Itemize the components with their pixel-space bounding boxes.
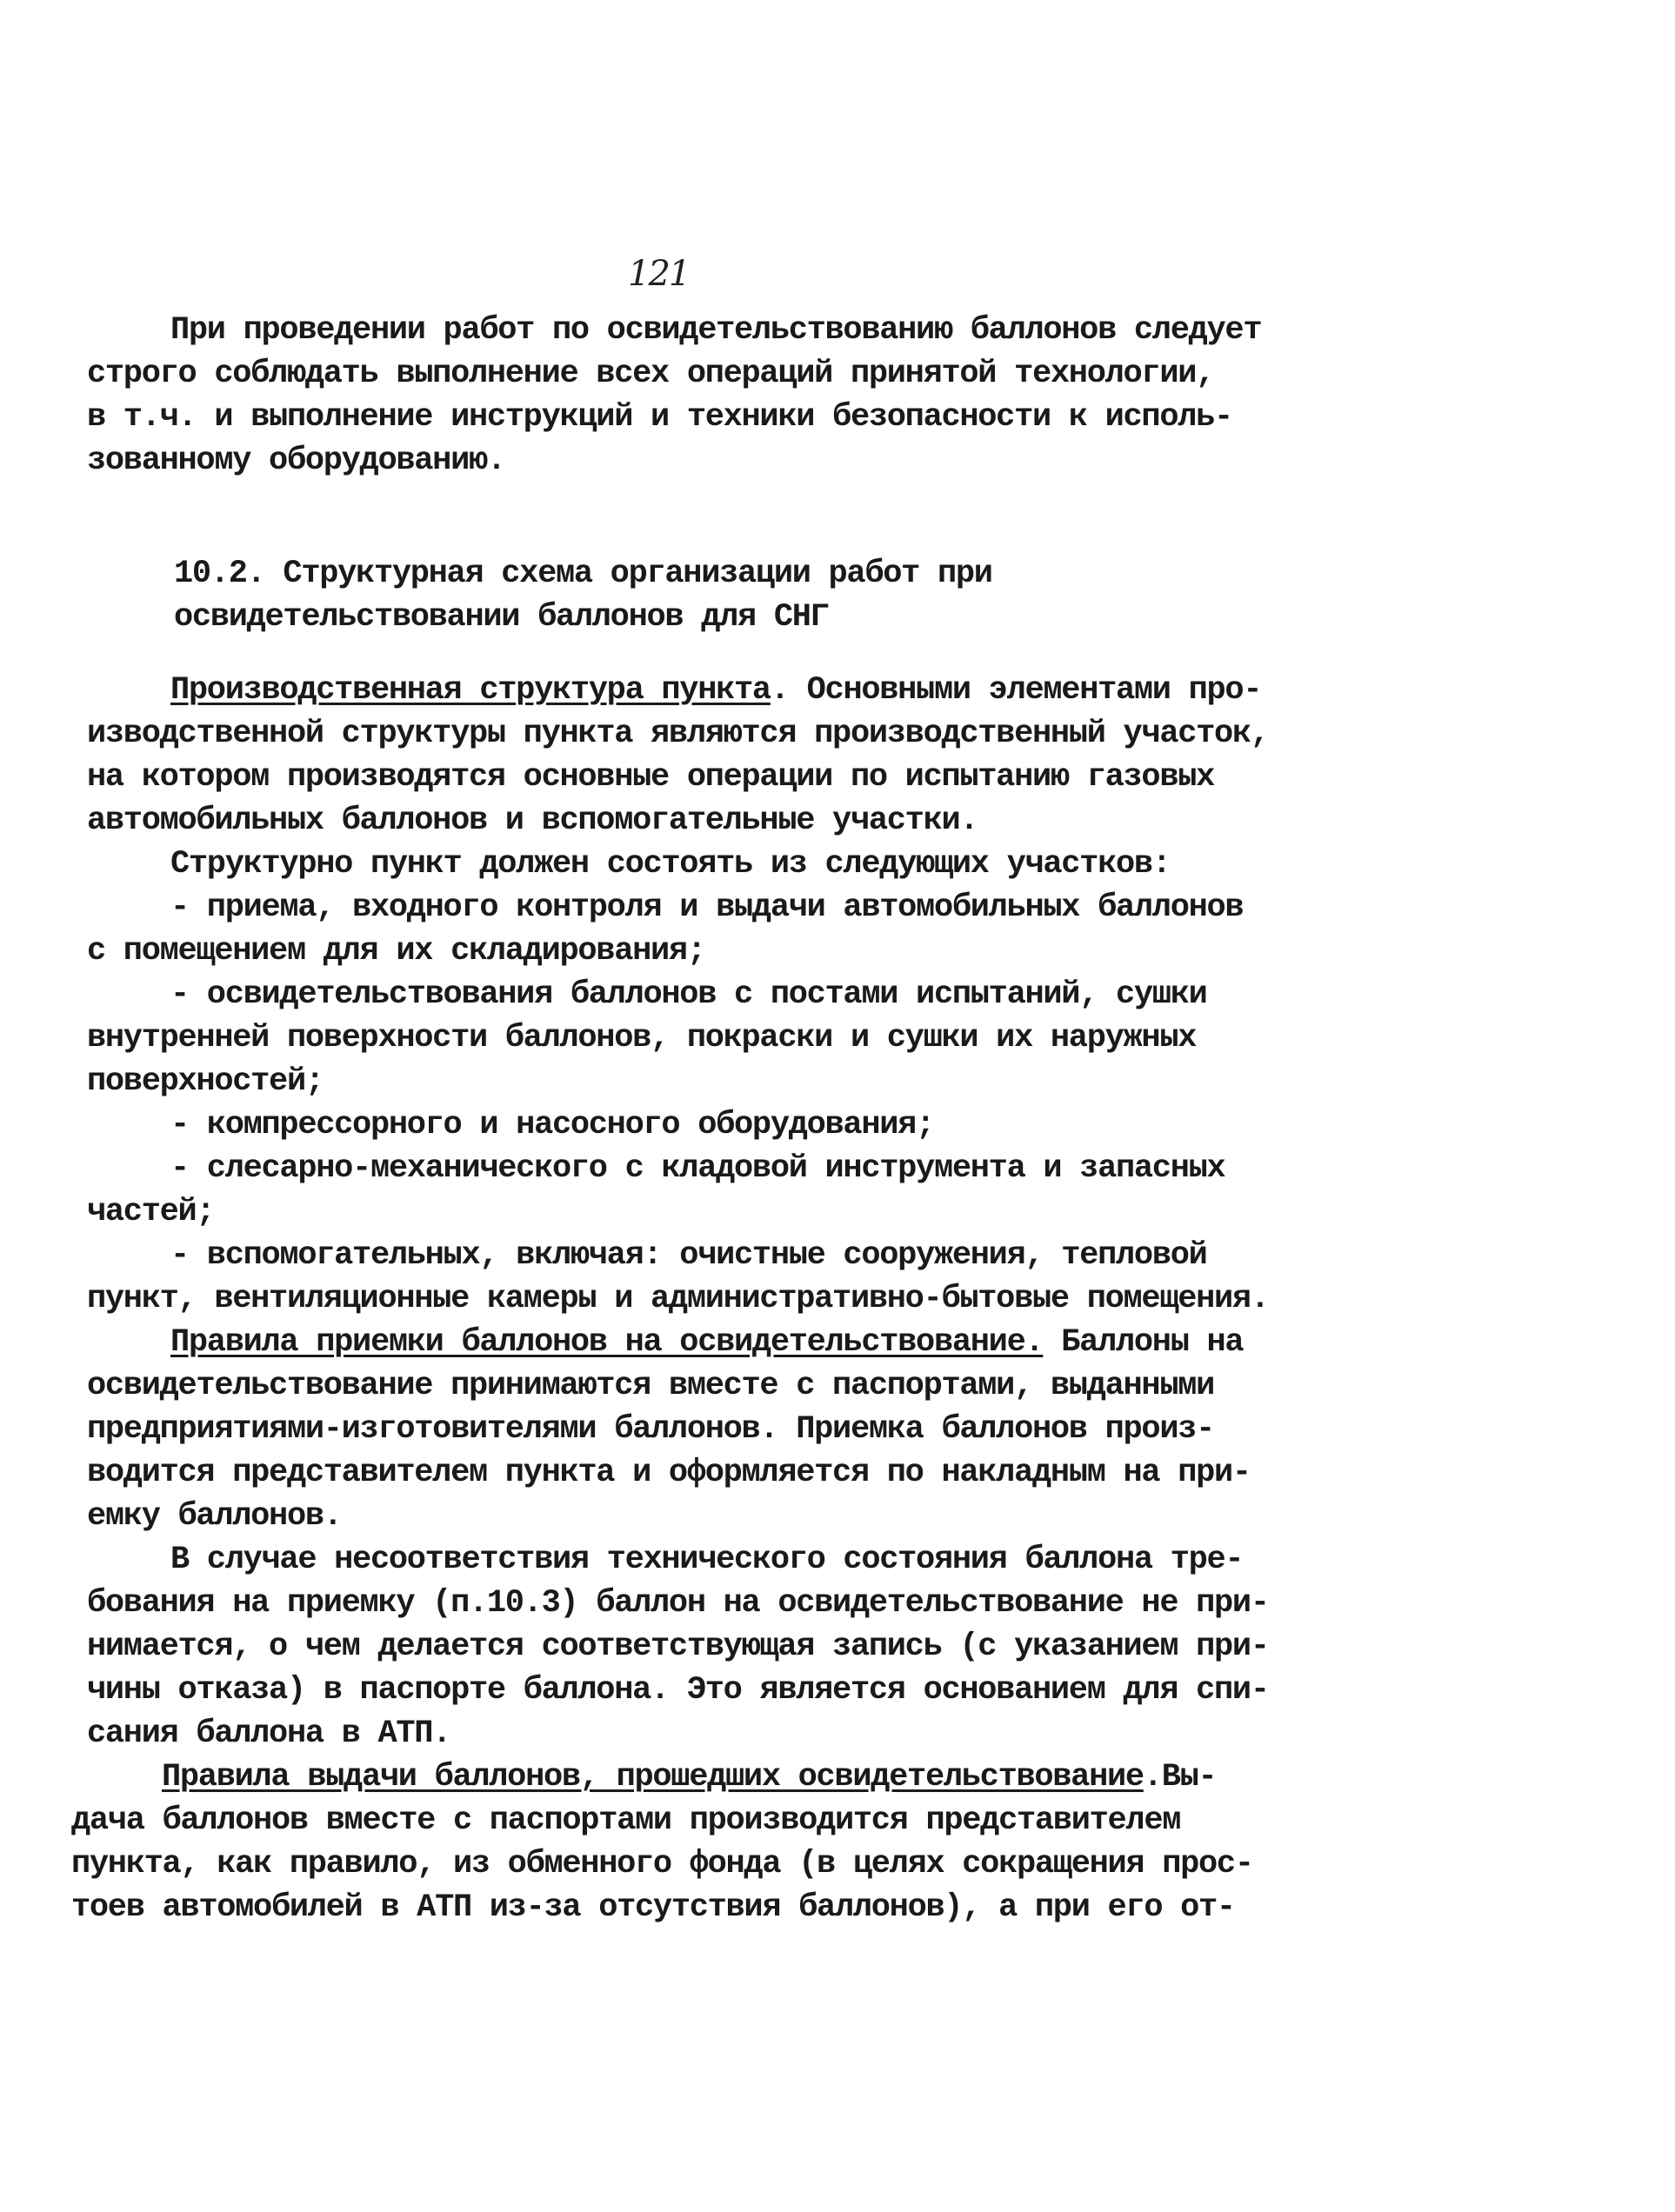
intro-line: зованному оборудованию. <box>87 443 505 479</box>
body-line: емку баллонов. <box>87 1498 342 1535</box>
intro-line: в т.ч. и выполнение инструкций и техники безопасности к исполь- <box>87 399 1232 436</box>
body-line: Структурно пункт должен состоять из следующих участков: <box>170 846 1171 883</box>
issue-first-line <box>162 1759 1217 1796</box>
list-item: - слесарно-механического с кладовой инструмента и запасных <box>170 1150 1225 1187</box>
structure-first-line <box>170 672 1262 709</box>
list-item: - приема, входного контроля и выдачи автомобильных баллонов <box>170 889 1244 926</box>
structure-title-rest: . Основными элементами про- <box>770 672 1262 709</box>
structure-title: Производственная структура пункта <box>170 672 771 709</box>
issue-title: Правила выдачи баллонов, прошедших освидетельствование <box>162 1759 1144 1796</box>
body-line: нимается, о чем делается соответствующая запись (с указанием при- <box>87 1629 1269 1665</box>
list-item-continuation: пункт, вентиляционные камеры и административно-бытовые помещения. <box>87 1281 1269 1317</box>
intro-line: строго соблюдать выполнение всех операций принятой технологии, <box>87 356 1215 392</box>
list-item: - компрессорного и насосного оборудования; <box>170 1107 934 1143</box>
acceptance-title-rest: Баллоны на <box>1043 1324 1244 1361</box>
body-line: изводственной структуры пункта являются производственный участок, <box>87 716 1269 752</box>
list-item-continuation: поверхностей; <box>87 1063 324 1100</box>
list-item-continuation: с помещением для их складирования; <box>87 933 705 969</box>
body-line: сания баллона в АТП. <box>87 1716 451 1752</box>
acceptance-first-line <box>170 1324 1244 1361</box>
list-item: - освидетельствования баллонов с постами испытаний, сушки <box>170 976 1207 1013</box>
list-item-continuation: частей; <box>87 1194 215 1230</box>
body-line: предприятиями-изготовителями баллонов. Приемка баллонов произ- <box>87 1411 1215 1448</box>
body-line: чины отказа) в паспорте баллона. Это является основанием для спи- <box>87 1672 1269 1709</box>
body-line: на котором производятся основные операции по испытанию газовых <box>87 759 1215 796</box>
body-line: автомобильных баллонов и вспомогательные участки. <box>87 803 978 839</box>
intro-line: При проведении работ по освидетельствованию баллонов следует <box>170 312 1262 349</box>
body-line: дача баллонов вместе с паспортами производится представителем <box>71 1802 1181 1839</box>
acceptance-title: Правила приемки баллонов на освидетельствование. <box>170 1324 1044 1361</box>
body-line: тоев автомобилей в АТП из-за отсутствия баллонов), а при его от- <box>71 1889 1235 1926</box>
body-line: бования на приемку (п.10.3) баллон на освидетельствование не при- <box>87 1585 1269 1622</box>
section-heading: 10.2. Структурная схема организации работ при <box>174 556 992 592</box>
body-line: освидетельствование принимаются вместе с паспортами, выданными <box>87 1368 1215 1404</box>
body-line: пункта, как правило, из обменного фонда (в целях сокращения прос- <box>71 1846 1253 1882</box>
body-line: водится представителем пункта и оформляется по накладным на при- <box>87 1455 1251 1491</box>
section-heading: освидетельствовании баллонов для СНГ <box>174 599 829 636</box>
list-item-continuation: внутренней поверхности баллонов, покраски и сушки их наружных <box>87 1020 1197 1056</box>
issue-title-rest: .Вы- <box>1143 1759 1217 1796</box>
list-item: - вспомогательных, включая: очистные сооружения, тепловой <box>170 1237 1207 1274</box>
page-number: 121 <box>628 254 690 294</box>
body-line: В случае несоответствия технического состояния баллона тре- <box>170 1542 1244 1578</box>
